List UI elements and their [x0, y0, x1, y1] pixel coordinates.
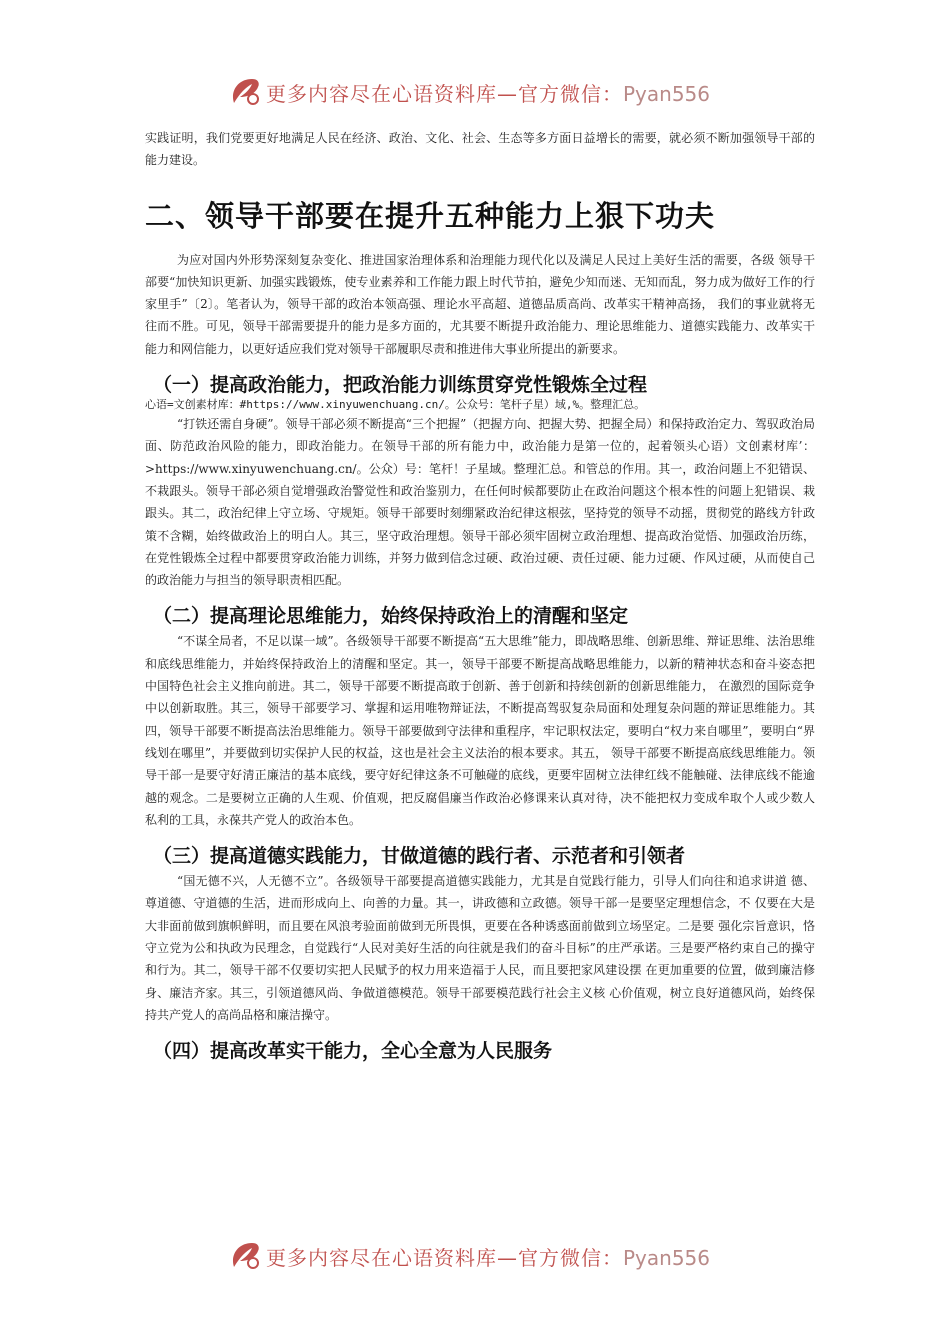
footer-banner	[228, 1236, 748, 1276]
leaf-logo-icon	[228, 1239, 262, 1273]
intro-paragraph: 实践证明，我们党要更好地满足人民在经济、政治、文化、社会、生态等多方面日益增长的需要，就必须不断加强领导干部的能力建设。	[145, 131, 815, 168]
subsection-heading-1: （一）提高政治能力，把政治能力训练贯穿党性锻炼全过程	[153, 374, 648, 397]
subsection-heading-4: （四）提高改革实干能力，全心全意为人民服务	[153, 1040, 553, 1063]
footer-banner-id: Pyan556	[623, 1245, 711, 1270]
header-banner-text: 更多内容尽在心语资料库—官方微信：Pyan556	[266, 81, 711, 106]
header-banner-id: Pyan556	[623, 81, 711, 106]
section-2-paragraph: 为应对国内外形势深刻复杂变化、推进国家治理体系和治理能力现代化以及满足人民过上美好生活的需要，各级 领导干部要“加快知识更新、加强实践锻炼，使专业素养和工作能力跟上时代节拍，避免少知而迷、无知而乱，努力成为做好工作的行家里手”〔2〕。笔者认为，领导干部的政治本领高强、理论水平高超、道德品质高尚、改革实干精神高扬， 我们的事业就将无往而不胜。可见，领导干部需要提升的能力是多方面的，尤其要不断提升政治能力、理论思维能力、道德实践能力、改革实干能力和网信能力，以更好适应我们党对领导干部履职尽责和推进伟大事业所提出的新要求。	[145, 252, 815, 356]
section-heading-2: 二、领导干部要在提升五种能力上狠下功夫	[145, 198, 716, 233]
subsection-heading-2: （二）提高理论思维能力，始终保持政治上的清醒和坚定	[153, 605, 629, 628]
subsection-1-paragraph: “打铁还需自身硬”。领导干部必须不断提高“三个把握”（把握方向、把握大势、把握全局）和保持政治定力、驾驭政治局面、防范政治风险的能力，即政治能力。在领导干部的所有能力中，政治能力是第一位的，起着领头心语）文创素材库’：>https://www.xinyuwenchuang.cn/。公众）号：笔杆！子星域。整理汇总。和管总的作用。其一，政治问题上不犯错误、不栽跟头。领导干部必须自觉增强政治警觉性和政治鉴别力，在任何时候都要防止在政治问题这个根本性的问题上犯错误、栽跟头。其二，政治纪律上守立场、守规矩。领导干部要时刻绷紧政治纪律这根弦，坚持党的领导不动摇，贯彻党的路线方针政策不含糊，始终做政治上的明白人。其三，坚守政治理想。领导干部必须牢固树立政治理想、提高政治觉悟、加强政治历练，在党性锻炼全过程中都要贯穿政治能力训练，并努力做到信念过硬、政治过硬、责任过硬、能力过硬、作风过硬，从而使自己的政治能力与担当的领导职责相匹配。	[145, 417, 815, 588]
header-banner	[228, 72, 748, 112]
watermark-note: 心语=文创素材库：#https://www.xinyuwenchuang.cn/。公众号：笔杆子星）域,%。整理汇总。	[145, 398, 646, 412]
subsection-3-paragraph: “国无德不兴，人无德不立”。各级领导干部要提高道德实践能力，尤其是自觉践行能力，引导人们向往和追求讲道 德、尊道德、守道德的生活，进而形成向上、向善的力量。其一，讲政德和立政德。领导干部一是要坚定理想信念，不 仅要在大是大非面前做到旗帜鲜明，而且要在风浪考验面前做到无所畏惧，更要在各种诱惑面前做到立场坚定。二是要 强化宗旨意识，恪守立党为公和执政为民理念，自觉践行“人民对美好生活的向往就是我们的奋斗目标”的庄严承诺。三是要严格约束自己的操守和行为。其二，领导干部不仅要切实把人民赋予的权力用来造福于人民，而且要把家风建设摆 在更加重要的位置，做到廉洁修身、廉洁齐家。其三，引领道德风尚、争做道德模范。领导干部要模范践行社会主义核 心价值观，树立良好道德风尚，始终保持共产党人的高尚品格和廉洁操守。	[145, 874, 815, 1022]
leaf-logo-icon	[228, 75, 262, 109]
subsection-2-paragraph: “不谋全局者，不足以谋一域”。各级领导干部要不断提高“五大思维”能力，即战略思维、创新思维、辩证思维、法治思维和底线思维能力，并始终保持政治上的清醒和坚定。其一，领导干部要不断提高战略思维能力，以新的精神状态和奋斗姿态把中国特色社会主义推向前进。其二，领导干部要不断提高敢于创新、善于创新和持续创新的创新思维能力， 在激烈的国际竞争中以创新取胜。其三，领导干部要学习、掌握和运用唯物辩证法，不断提高驾驭复杂局面和处理复杂问题的辩证思维能力。其四，领导干部要不断提高法治思维能力。领导干部要做到守法律和重程序，牢记职权法定，要明白“权力来自哪里”，要明白“界线划在哪里”，并要做到切实保护人民的权益，这也是社会主义法治的根本要求。其五， 领导干部要不断提高底线思维能力。领导干部一是要守好清正廉洁的基本底线，要守好纪律这条不可触碰的底线，更要牢固树立法律红线不能触碰、法律底线不能逾越的观念。二是要树立正确的人生观、价值观，把反腐倡廉当作政治必修课来认真对待，决不能把权力变成牟取个人或少数人私利的工具，永葆共产党人的政治本色。	[145, 634, 815, 827]
subsection-heading-3: （三）提高道德实践能力，甘做道德的践行者、示范者和引领者	[153, 845, 686, 868]
document-body	[145, 127, 815, 1065]
footer-banner-text: 更多内容尽在心语资料库—官方微信：Pyan556	[266, 1245, 711, 1270]
